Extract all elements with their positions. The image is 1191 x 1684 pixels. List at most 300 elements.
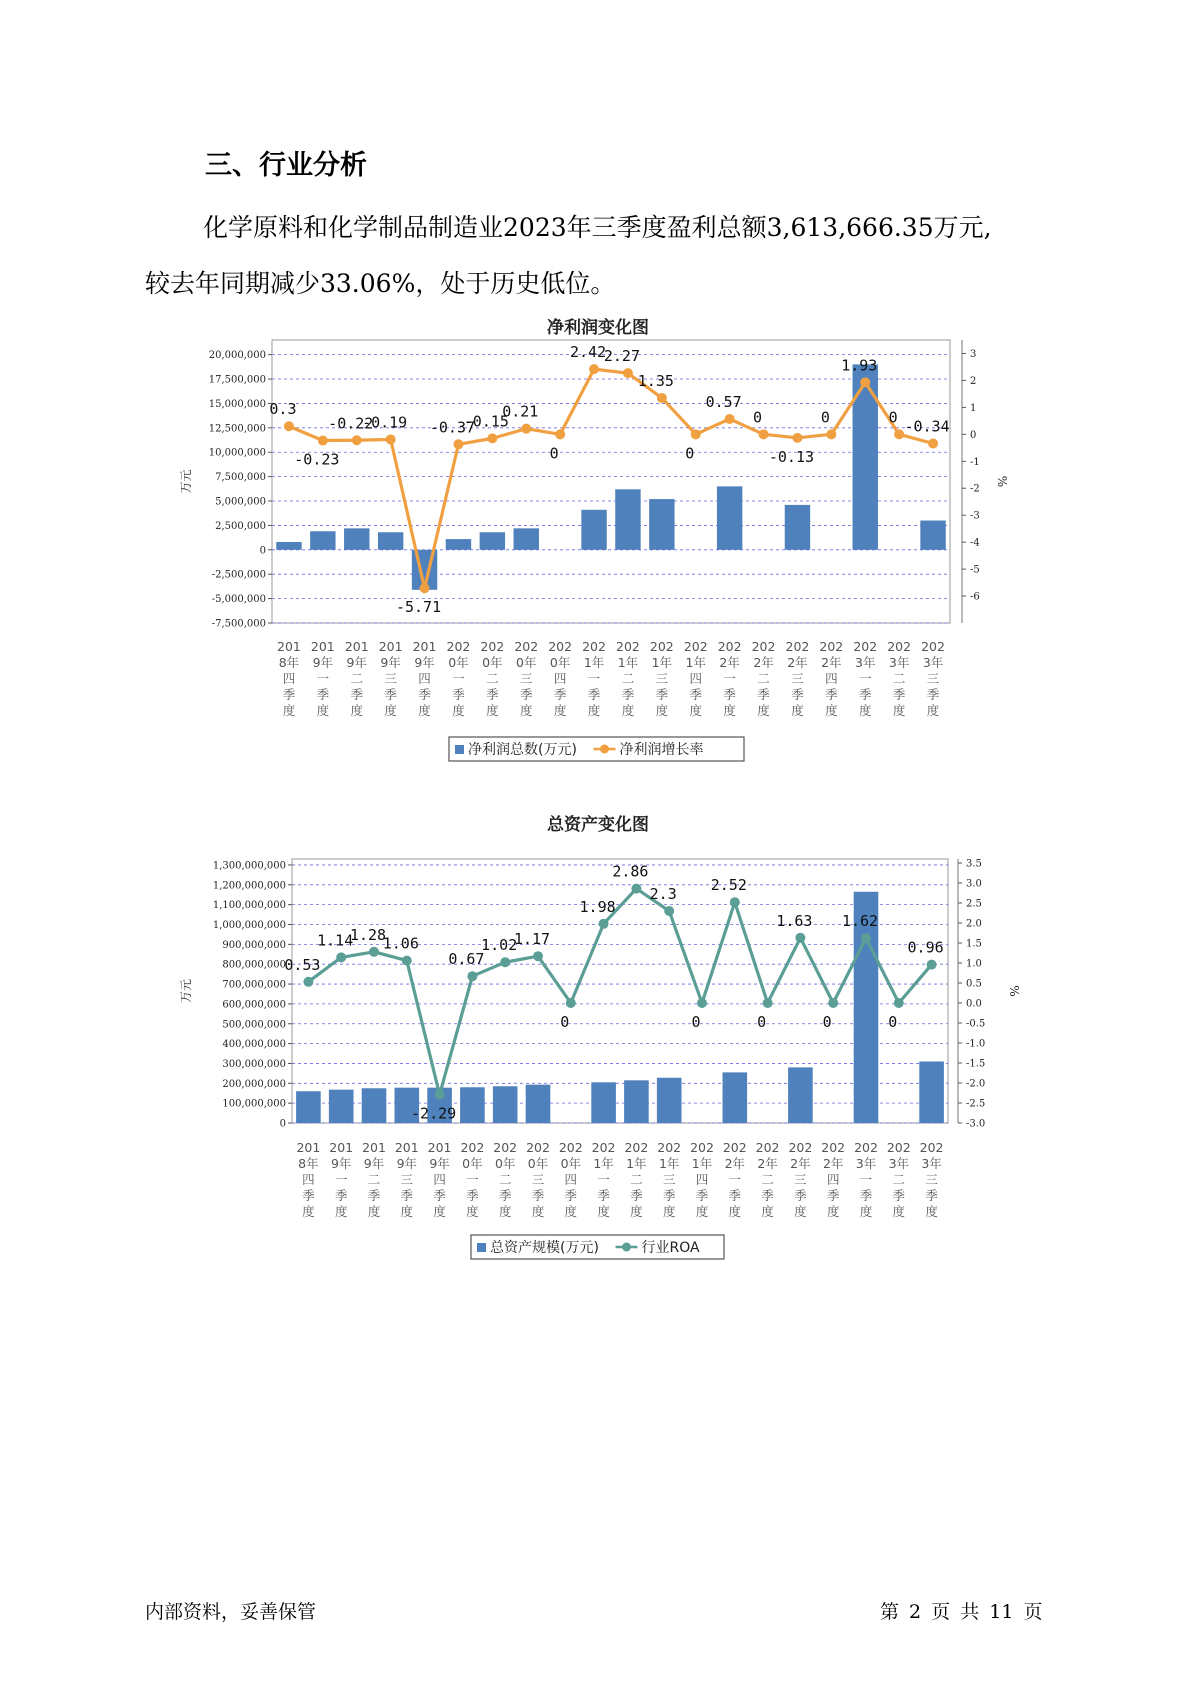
total-assets-chart xyxy=(0,812,1191,1272)
data-label: 1.35 xyxy=(637,371,674,390)
x-axis-category-label: 3年 xyxy=(855,1156,877,1171)
x-axis-category-label: 度 xyxy=(384,703,397,718)
y-axis-tick-label: 0 xyxy=(259,545,266,557)
y-axis-title: 万元 xyxy=(179,469,193,494)
bar xyxy=(480,532,505,550)
data-label: -0.13 xyxy=(768,447,815,466)
y2-axis-tick-label: -1 xyxy=(970,456,980,468)
x-axis-category-label: 1年 xyxy=(651,655,673,670)
x-axis-category-label: 201 xyxy=(378,639,403,654)
bar xyxy=(717,486,742,549)
x-axis-category-label: 一 xyxy=(597,1172,610,1187)
x-axis-category-label: 季 xyxy=(433,1188,446,1203)
bar xyxy=(788,1067,813,1123)
data-label: 0.57 xyxy=(705,392,742,411)
x-axis-category-label: 季 xyxy=(384,687,397,702)
y-axis-tick-label: 2,500,000 xyxy=(215,520,266,532)
line-point xyxy=(566,998,576,1008)
y2-axis-tick-label: -2.0 xyxy=(966,1078,986,1090)
x-axis-category-label: 季 xyxy=(282,687,296,702)
x-axis-category-label: 度 xyxy=(486,703,499,718)
data-label: 1.06 xyxy=(382,934,419,953)
x-axis-category-label: 二 xyxy=(621,671,635,686)
x-axis-category-label: 201 xyxy=(329,1140,354,1155)
line-point xyxy=(369,947,379,957)
line-point xyxy=(826,429,836,439)
legend-bar-swatch xyxy=(477,1243,486,1252)
y-axis-tick-label: 400,000,000 xyxy=(222,1039,286,1051)
x-axis-category-label: 四 xyxy=(564,1172,578,1187)
y-axis-title: 万元 xyxy=(179,978,193,1004)
x-axis-category-label: 季 xyxy=(553,687,567,702)
x-axis-category-label: 季 xyxy=(689,687,703,702)
x-axis-category-label: 四 xyxy=(302,1172,315,1187)
y2-axis-tick-label: 3.0 xyxy=(966,878,982,890)
y-axis-tick-label: 5,000,000 xyxy=(215,496,266,508)
data-label: 2.86 xyxy=(612,862,649,881)
x-axis-category-label: 季 xyxy=(761,1188,774,1203)
x-axis-category-label: 三 xyxy=(519,671,533,686)
x-axis-category-label: 202 xyxy=(921,639,945,654)
y-axis-tick-label: -2,500,000 xyxy=(211,569,266,581)
x-axis-category-label: 202 xyxy=(446,639,471,654)
x-axis-category-label: 2年 xyxy=(790,1156,811,1171)
line-point xyxy=(691,429,701,439)
x-axis-category-label: 一 xyxy=(334,1172,348,1187)
x-axis-category-label: 季 xyxy=(400,1188,414,1203)
x-axis-category-label: 202 xyxy=(514,639,539,654)
line-point xyxy=(664,906,674,916)
x-axis-category-label: 季 xyxy=(302,1188,315,1203)
x-axis-category-label: 一 xyxy=(728,1172,742,1187)
x-axis-category-label: 四 xyxy=(553,671,567,686)
x-axis-category-label: 202 xyxy=(460,1140,485,1155)
legend-bar-label: 净利润总数(万元) xyxy=(468,742,577,758)
data-label: -0.15 xyxy=(463,412,509,431)
line-point xyxy=(860,377,870,387)
data-label: 0 xyxy=(549,444,559,463)
x-axis-category-label: 0年 xyxy=(549,655,571,670)
line-point xyxy=(697,998,707,1008)
x-axis-category-label: 季 xyxy=(794,1188,807,1203)
legend-bar-swatch xyxy=(455,745,464,754)
x-axis-category-label: 1年 xyxy=(617,655,639,670)
x-axis-category-label: 8年 xyxy=(278,655,300,670)
x-axis-category-label: 季 xyxy=(519,687,533,702)
bar xyxy=(581,510,606,550)
x-axis-category-label: 202 xyxy=(548,639,573,654)
x-axis-category-label: 季 xyxy=(892,687,906,702)
line-point xyxy=(894,998,904,1008)
line-point xyxy=(402,956,412,966)
x-axis-category-label: 三 xyxy=(662,1172,676,1187)
bar xyxy=(296,1091,321,1123)
x-axis-category-label: 3年 xyxy=(922,655,944,670)
line-point xyxy=(467,971,477,981)
x-axis-category-label: 3年 xyxy=(888,1156,910,1171)
legend-line-label: 净利润增长率 xyxy=(619,742,704,758)
data-label: 1.63 xyxy=(776,911,813,930)
y-axis-tick-label: 1,100,000,000 xyxy=(212,900,286,912)
x-axis-category-label: 2年 xyxy=(821,655,842,670)
x-axis-category-label: 季 xyxy=(466,1188,479,1203)
y2-axis-tick-label: 1.5 xyxy=(966,938,982,950)
data-label: 0 xyxy=(757,1013,767,1031)
x-axis-category-label: 202 xyxy=(493,1140,518,1155)
y-axis-tick-label: 7,500,000 xyxy=(215,472,266,484)
data-label: 0 xyxy=(560,1013,570,1031)
x-axis-category-label: 一 xyxy=(466,1172,479,1187)
bar xyxy=(493,1086,518,1123)
x-axis-category-label: 度 xyxy=(689,703,703,718)
x-axis-category-label: 202 xyxy=(785,639,810,654)
x-axis-category-label: 201 xyxy=(296,1140,321,1155)
x-axis-category-label: 季 xyxy=(662,1188,676,1203)
line-point xyxy=(623,368,633,378)
x-axis-category-label: 0年 xyxy=(516,655,537,670)
x-axis-category-label: 度 xyxy=(334,1204,348,1219)
x-axis-category-label: 三 xyxy=(791,671,804,686)
x-axis-category-label: 3年 xyxy=(888,655,910,670)
x-axis-category-label: 202 xyxy=(821,1140,846,1155)
line-point xyxy=(500,957,510,967)
x-axis-category-label: 2年 xyxy=(822,1156,844,1171)
section-heading: 三、行业分析 xyxy=(205,150,367,181)
x-axis-category-label: 度 xyxy=(466,1204,479,1219)
x-axis-category-label: 季 xyxy=(587,687,601,702)
bar xyxy=(785,505,810,550)
x-axis-category-label: 度 xyxy=(662,1204,676,1219)
x-axis-category-label: 202 xyxy=(819,639,844,654)
data-label: 0 xyxy=(753,408,763,427)
data-label: 0.21 xyxy=(502,402,539,421)
line-point xyxy=(420,583,430,593)
y2-axis-tick-label: -6 xyxy=(970,591,980,603)
x-axis-category-label: 202 xyxy=(755,1140,780,1155)
x-axis-category-label: 度 xyxy=(630,1204,643,1219)
x-axis-category-label: 1年 xyxy=(658,1156,680,1171)
x-axis-category-label: 度 xyxy=(926,703,940,718)
data-label: 0 xyxy=(888,1013,898,1031)
x-axis-category-label: 季 xyxy=(452,687,465,702)
x-axis-category-label: 季 xyxy=(367,1188,381,1203)
x-axis-category-label: 202 xyxy=(751,639,776,654)
x-axis-category-label: 202 xyxy=(717,639,742,654)
bar xyxy=(649,499,674,550)
y-axis-tick-label: -5,000,000 xyxy=(211,594,266,606)
data-label: 0 xyxy=(691,1013,701,1031)
x-axis-category-label: 二 xyxy=(367,1172,381,1187)
x-axis-category-label: 二 xyxy=(630,1172,643,1187)
x-axis-category-label: 季 xyxy=(418,687,431,702)
y-axis-tick-label: 1,200,000,000 xyxy=(212,880,286,892)
x-axis-category-label: 季 xyxy=(655,687,669,702)
x-axis-category-label: 度 xyxy=(794,1204,807,1219)
line-point xyxy=(763,998,773,1008)
line-point xyxy=(894,429,904,439)
line-point xyxy=(336,952,346,962)
y2-axis-tick-label: 0 xyxy=(970,429,977,441)
y2-axis-tick-label: -0.5 xyxy=(966,1018,986,1030)
x-axis-category-label: 度 xyxy=(433,1204,446,1219)
x-axis-category-label: 季 xyxy=(825,687,838,702)
y2-axis-tick-label: 1.0 xyxy=(966,958,982,970)
x-axis-category-label: 度 xyxy=(531,1204,545,1219)
bar xyxy=(329,1090,354,1123)
line-point xyxy=(928,438,938,448)
y2-axis-tick-label: -2 xyxy=(970,483,980,495)
x-axis-category-label: 度 xyxy=(302,1204,315,1219)
x-axis-category-label: 二 xyxy=(350,671,364,686)
footer-confidential: 内部资料，妥善保管 xyxy=(145,1601,317,1623)
y2-axis-tick-label: 0.0 xyxy=(966,998,982,1010)
x-axis-category-label: 度 xyxy=(892,1204,906,1219)
x-axis-category-label: 度 xyxy=(498,1204,512,1219)
line-point xyxy=(730,897,740,907)
x-axis-category-label: 季 xyxy=(564,1188,578,1203)
x-axis-category-label: 202 xyxy=(919,1140,944,1155)
x-axis-category-label: 度 xyxy=(825,703,838,718)
x-axis-category-label: 二 xyxy=(892,671,906,686)
legend-line-marker xyxy=(622,1243,631,1252)
x-axis-category-label: 一 xyxy=(587,671,601,686)
data-label: 1.98 xyxy=(579,897,616,916)
data-label: 1.02 xyxy=(481,936,518,955)
x-axis-category-label: 度 xyxy=(564,1204,578,1219)
x-axis-category-label: 一 xyxy=(723,671,736,686)
data-label: -0.34 xyxy=(904,417,950,436)
bar xyxy=(624,1080,649,1123)
x-axis-category-label: 二 xyxy=(892,1172,906,1187)
y2-axis-tick-label: 2 xyxy=(970,375,977,387)
y-axis-tick-label: 1,300,000,000 xyxy=(212,860,286,872)
data-label: 1.17 xyxy=(513,930,551,949)
line-point xyxy=(352,435,362,445)
x-axis-category-label: 1年 xyxy=(685,655,706,670)
x-axis-category-label: 季 xyxy=(531,1188,545,1203)
data-label: 2.42 xyxy=(569,343,607,362)
line-point xyxy=(792,433,802,443)
x-axis-category-label: 2年 xyxy=(724,1156,746,1171)
x-axis-category-label: 二 xyxy=(486,671,499,686)
x-axis-category-label: 1年 xyxy=(593,1156,614,1171)
x-axis-category-label: 度 xyxy=(695,1204,709,1219)
x-axis-category-label: 0年 xyxy=(482,655,503,670)
x-axis-category-label: 季 xyxy=(892,1188,906,1203)
x-axis-category-label: 202 xyxy=(582,639,606,654)
x-axis-category-label: 三 xyxy=(794,1172,807,1187)
data-label: 0.96 xyxy=(907,938,944,957)
bar xyxy=(310,531,335,550)
chart-title: 净利润变化图 xyxy=(547,318,649,338)
y2-axis-tick-label: -1.5 xyxy=(966,1058,986,1070)
bar xyxy=(723,1072,748,1123)
y2-axis-tick-label: -5 xyxy=(970,564,980,576)
x-axis-category-label: 季 xyxy=(859,1188,873,1203)
y-axis-tick-label: 600,000,000 xyxy=(222,999,286,1011)
x-axis-category-label: 季 xyxy=(925,1188,938,1203)
data-label: 2.27 xyxy=(603,347,641,366)
line-point xyxy=(725,414,735,424)
bar xyxy=(853,364,878,549)
x-axis-category-label: 三 xyxy=(384,671,397,686)
x-axis-category-label: 9年 xyxy=(396,1156,418,1171)
line-point xyxy=(759,429,769,439)
x-axis-category-label: 度 xyxy=(452,703,465,718)
line-point xyxy=(828,998,838,1008)
y2-axis-tick-label: 1 xyxy=(970,402,977,414)
x-axis-category-label: 202 xyxy=(853,639,878,654)
x-axis-category-label: 四 xyxy=(695,1172,709,1187)
x-axis-category-label: 度 xyxy=(282,703,296,718)
bar xyxy=(526,1085,551,1123)
x-axis-category-label: 0年 xyxy=(527,1156,549,1171)
line-point xyxy=(435,1090,445,1100)
x-axis-category-label: 度 xyxy=(655,703,669,718)
x-axis-category-label: 202 xyxy=(558,1140,583,1155)
line-point xyxy=(631,884,641,894)
x-axis-category-label: 三 xyxy=(531,1172,545,1187)
plot-area xyxy=(272,340,950,623)
y2-axis-tick-label: -3 xyxy=(970,510,980,522)
x-axis-category-label: 202 xyxy=(649,639,674,654)
x-axis-category-label: 202 xyxy=(887,639,912,654)
bar xyxy=(919,1061,944,1123)
x-axis-category-label: 四 xyxy=(282,671,296,686)
bar xyxy=(920,521,945,550)
x-axis-category-label: 度 xyxy=(826,1204,840,1219)
x-axis-category-label: 季 xyxy=(728,1188,742,1203)
x-axis-category-label: 季 xyxy=(695,1188,709,1203)
x-axis-category-label: 201 xyxy=(412,639,437,654)
data-label: 0 xyxy=(822,1013,832,1031)
x-axis-category-label: 一 xyxy=(858,671,872,686)
line-point xyxy=(386,434,396,444)
x-axis-category-label: 度 xyxy=(519,703,533,718)
x-axis-category-label: 0年 xyxy=(494,1156,516,1171)
data-label: 1.62 xyxy=(841,912,879,931)
data-label: 0.53 xyxy=(284,955,321,974)
x-axis-category-label: 一 xyxy=(452,671,465,686)
x-axis-category-label: 度 xyxy=(892,703,906,718)
x-axis-category-label: 季 xyxy=(926,687,940,702)
net-profit-chart xyxy=(0,315,1191,785)
x-axis-category-label: 季 xyxy=(723,687,736,702)
x-axis-category-label: 9年 xyxy=(380,655,401,670)
line-point xyxy=(657,393,667,403)
x-axis-category-label: 季 xyxy=(597,1188,610,1203)
bar xyxy=(362,1088,387,1123)
y2-axis-tick-label: 2.5 xyxy=(966,898,982,910)
x-axis-category-label: 季 xyxy=(791,687,804,702)
x-axis-category-label: 202 xyxy=(624,1140,649,1155)
x-axis-category-label: 度 xyxy=(723,703,736,718)
x-axis-category-label: 四 xyxy=(418,671,431,686)
x-axis-category-label: 度 xyxy=(791,703,804,718)
data-label: 0 xyxy=(820,408,830,427)
y2-axis-tick-label: 0.5 xyxy=(966,978,982,990)
legend-line-label: 行业ROA xyxy=(641,1240,700,1256)
x-axis-category-label: 202 xyxy=(886,1140,911,1155)
x-axis-category-label: 季 xyxy=(334,1188,348,1203)
x-axis-category-label: 3年 xyxy=(855,655,876,670)
y2-axis-title: % xyxy=(1007,985,1021,997)
bar xyxy=(460,1087,485,1123)
line-point xyxy=(533,951,543,961)
data-label: -0.23 xyxy=(294,450,340,469)
y-axis-tick-label: 20,000,000 xyxy=(208,350,266,362)
line-point xyxy=(861,933,871,943)
x-axis-category-label: 度 xyxy=(350,703,364,718)
y2-axis-title: % xyxy=(995,475,1009,488)
x-axis-category-label: 202 xyxy=(788,1140,813,1155)
x-axis-category-label: 度 xyxy=(859,1204,873,1219)
x-axis-category-label: 度 xyxy=(316,703,330,718)
data-label: -0.37 xyxy=(429,418,476,437)
x-axis-category-label: 202 xyxy=(657,1140,682,1155)
x-axis-category-label: 四 xyxy=(825,671,838,686)
x-axis-category-label: 202 xyxy=(480,639,505,654)
line-point xyxy=(284,421,294,431)
line-point xyxy=(589,364,599,374)
data-label: 0.67 xyxy=(448,950,485,969)
y-axis-tick-label: 700,000,000 xyxy=(222,979,286,991)
data-label: 0 xyxy=(888,408,898,427)
x-axis-category-label: 2年 xyxy=(719,655,740,670)
x-axis-category-label: 三 xyxy=(925,1172,938,1187)
x-axis-category-label: 2年 xyxy=(757,1156,778,1171)
y2-axis-tick-label: -2.5 xyxy=(966,1098,986,1110)
legend-line-marker xyxy=(600,745,609,754)
data-label: 2.3 xyxy=(649,885,677,903)
x-axis-category-label: 202 xyxy=(690,1140,714,1155)
bar xyxy=(615,489,640,550)
x-axis-category-label: 0年 xyxy=(448,655,469,670)
data-label: -0.19 xyxy=(362,413,408,432)
x-axis-category-label: 季 xyxy=(316,687,330,702)
line-point xyxy=(318,436,328,446)
x-axis-category-label: 0年 xyxy=(462,1156,483,1171)
x-axis-category-label: 度 xyxy=(587,703,601,718)
y-axis-tick-label: 200,000,000 xyxy=(222,1078,286,1090)
line-point xyxy=(303,977,313,987)
x-axis-category-label: 二 xyxy=(761,1172,774,1187)
y-axis-tick-label: 1,000,000,000 xyxy=(212,920,286,932)
y-axis-tick-label: -7,500,000 xyxy=(211,618,266,630)
x-axis-category-label: 四 xyxy=(826,1172,840,1187)
line-point xyxy=(795,933,805,943)
x-axis-category-label: 202 xyxy=(616,639,640,654)
y2-axis-tick-label: -4 xyxy=(970,537,980,549)
x-axis-category-label: 度 xyxy=(418,703,431,718)
x-axis-category-label: 三 xyxy=(655,671,669,686)
y2-axis-tick-label: 3 xyxy=(970,348,977,360)
x-axis-category-label: 度 xyxy=(761,1204,774,1219)
data-label: 2.52 xyxy=(710,876,747,895)
x-axis-category-label: 202 xyxy=(591,1140,616,1155)
x-axis-category-label: 9年 xyxy=(330,1156,352,1171)
line-point xyxy=(521,424,531,434)
x-axis-category-label: 季 xyxy=(486,687,499,702)
summary-line-2: 较去年同期减少33.06%，处于历史低位。 xyxy=(145,269,616,298)
y2-axis-tick-label: 3.5 xyxy=(966,858,982,870)
x-axis-category-label: 度 xyxy=(597,1204,610,1219)
x-axis-category-label: 二 xyxy=(498,1172,512,1187)
line-point xyxy=(927,960,937,970)
x-axis-category-label: 季 xyxy=(826,1188,840,1203)
y-axis-tick-label: 17,500,000 xyxy=(208,374,266,386)
x-axis-category-label: 2年 xyxy=(787,655,808,670)
